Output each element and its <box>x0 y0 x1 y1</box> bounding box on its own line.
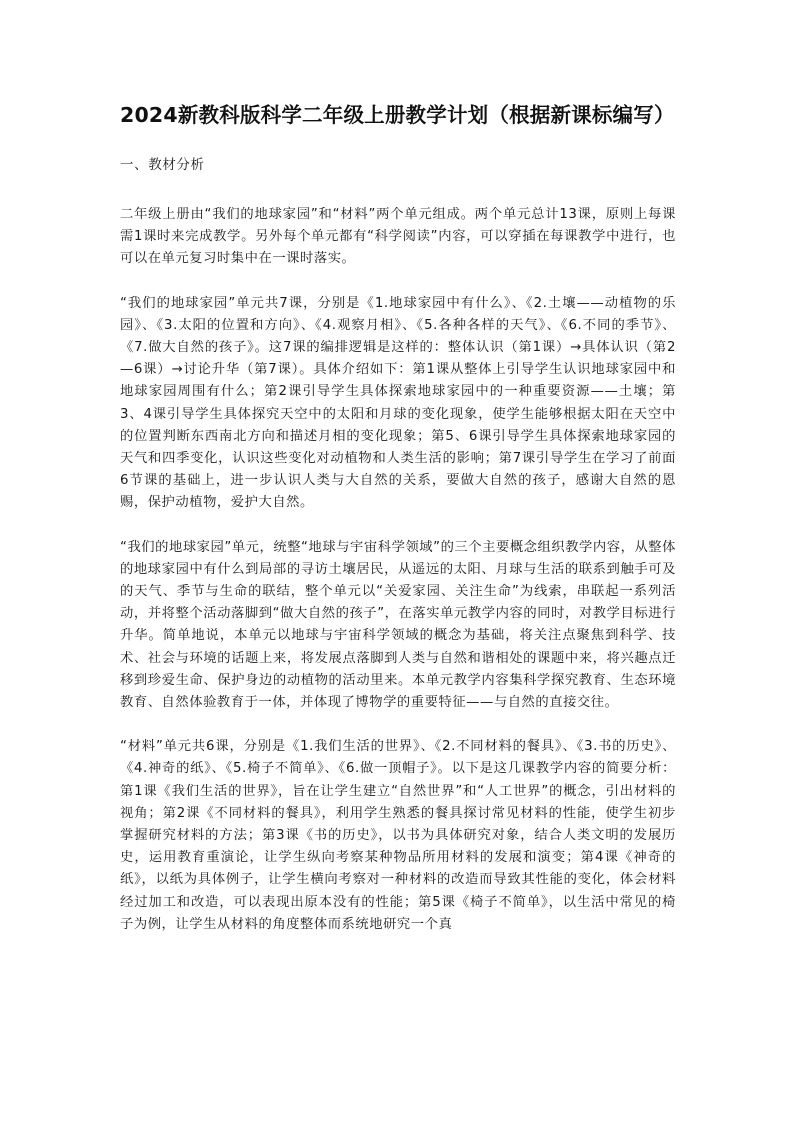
document-page <box>120 95 676 936</box>
document-title: 2024新教科版科学二年级上册教学计划（根据新课标编写） <box>120 103 675 127</box>
paragraph-2: “我们的地球家园”单元共7课，分别是《1.地球家园中有什么》、《2.土壤——动植物的乐园》、《3.太阳的位置和方向》、《4.观察月相》、《5.各种各样的天气》、《6.不同的季节》、《7.做大自然的孩子》。这7课的编排逻辑是这样的：整体认识（第1课）→具体认识（第2—6课）→讨论升华（第7课）。具体介绍如下：第1课从整体上引导学生认识地球家园中和地球家园周围有什么；第2课引导学生具体探索地球家园中的一种重要资源——土壤；第3、4课引导学生具体探究天空中的太阳和月球的变化现象，使学生能够根据太阳在天空中的位置判断东西南北方向和描述月相的变化现象；第5、6课引导学生具体探索地球家园的天气和四季变化，认识这些变化对动植物和人类生活的影响；第7课引导学生在学习了前面6节课的基础上，进一步认识人类与大自然的关系，要做大自然的孩子，感谢大自然的恩赐，保护动植物，爱护大自然。 <box>120 295 676 511</box>
section-heading: 一、教材分析 <box>120 157 205 173</box>
paragraph-3: “我们的地球家园”单元，统整“地球与宇宙科学领域”的三个主要概念组织教学内容，从整体的地球家园中有什么到局部的寻访土壤居民，从遥远的太阳、月球与生活的联系到触手可及的天气、季节与生命的联结，整个单元以“关爱家园、关注生命”为线索，串联起一系列活动，并将整个活动落脚到“做大自然的孩子”，在落实单元教学内容的同时，对教学目标进行升华。简单地说，本单元以地球与宇宙科学领域的概念为基础，将关注点聚焦到科学、技术、社会与环境的话题上来，将发展点落脚到人类与自然和谐相处的课题中来，将兴趣点迁移到珍爱生命、保护身边的动植物的活动里来。本单元教学内容集科学探究教育、生态环境教育、自然体验教育于一体，并体现了博物学的重要特征——与自然的直接交往。 <box>120 539 676 711</box>
paragraph-4: “材料”单元共6课，分别是《1.我们生活的世界》、《2.不同材料的餐具》、《3.书的历史》、《4.神奇的纸》、《5.椅子不简单》、《6.做一顶帽子》。以下是这几课教学内容的简要分析：第1课《我们生活的世界》，旨在让学生建立“自然世界”和“人工世界”的概念，引出材料的视角；第2课《不同材料的餐具》，利用学生熟悉的餐具探讨常见材料的性能，使学生初步掌握研究材料的方法；第3课《书的历史》，以书为具体研究对象，结合人类文明的发展历史，运用教育重演论，让学生纵向考察某种物品所用材料的发展和演变；第4课《神奇的纸》，以纸为具体例子，让学生横向考察对一种材料的改造而导致其性能的变化，体会材料经过加工和改造，可以表现出原本没有的性能；第5课《椅子不简单》，以生活中常见的椅子为例，让学生从材料的角度整体而系统地研究一个真 <box>120 739 676 932</box>
paragraph-1: 二年级上册由“我们的地球家园”和“材料”两个单元组成。两个单元总计13课，原则上每课需1课时来完成教学。另外每个单元都有“科学阅读”内容，可以穿插在每课教学中进行，也可以在单元复习时集中在一课时落实。 <box>120 207 676 267</box>
